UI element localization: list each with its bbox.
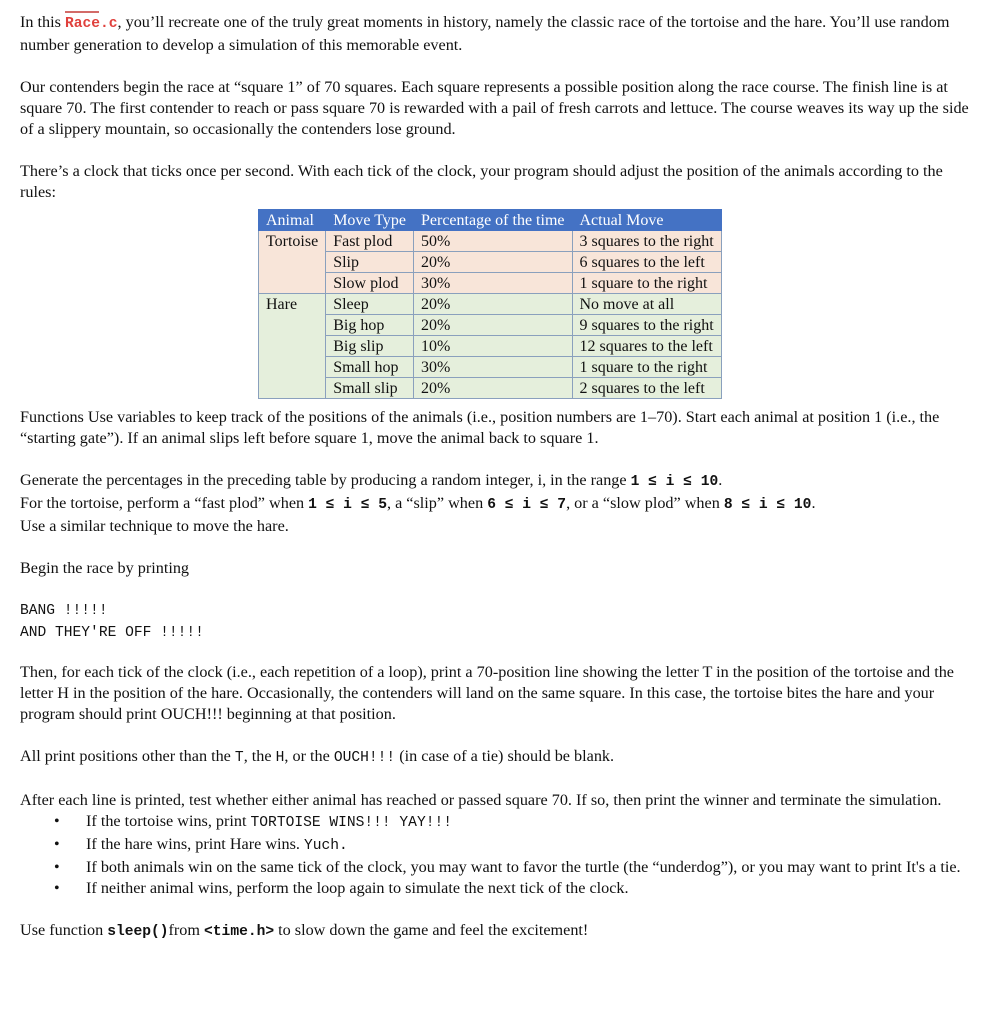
intro-paragraph xyxy=(20,12,973,56)
table-row xyxy=(259,252,722,273)
intro-text-start: In this xyxy=(20,13,65,31)
generate-text: Use a similar technique to move the hare. xyxy=(20,517,289,535)
table-row xyxy=(259,336,722,357)
bullet-text: If the hare wins, print Hare wins. xyxy=(86,835,305,853)
fast-plod-range-code: 1 ≤ i ≤ 5 xyxy=(308,497,387,513)
intro-text-end: , you’ll recreate one of the truly great moments in history, namely the classic race of the tortoise and the hare. You’ll use random number generation to develop a simulation of this memorable event. xyxy=(20,13,950,54)
table-cell: 20% xyxy=(414,315,573,336)
table-cell: Fast plod xyxy=(326,231,414,252)
generate-paragraph xyxy=(20,470,973,537)
table-cell: 9 squares to the right xyxy=(572,315,721,336)
rules-table xyxy=(258,209,722,399)
table-cell: 20% xyxy=(414,294,573,315)
yuch-code: Yuch. xyxy=(304,838,348,854)
table-cell xyxy=(259,252,326,273)
sleep-text: to slow down the game and feel the excitement! xyxy=(274,921,589,939)
tortoise-wins-code: TORTOISE WINS!!! YAY!!! xyxy=(250,815,452,831)
header-percentage: Percentage of the time xyxy=(414,210,573,231)
table-cell xyxy=(259,357,326,378)
clock-paragraph: There’s a clock that ticks once per second. With each tick of the clock, your program should adjust the position of the animals according to the rules: xyxy=(20,162,943,201)
table-row xyxy=(259,315,722,336)
table-row xyxy=(259,231,722,252)
table-cell xyxy=(259,378,326,399)
sleep-text: from xyxy=(168,921,205,939)
functions-paragraph: Functions Use variables to keep track of the positions of the animals (i.e., position numbers are 1–70). Start each animal at position 1 (i.e., the “starting gate”). If an animal slips left before square 1, move the animal back to square 1. xyxy=(20,408,940,447)
table-cell: 1 square to the right xyxy=(572,357,721,378)
table-cell xyxy=(259,273,326,294)
ouch-code: OUCH!!! xyxy=(333,750,396,766)
list-item: • If both animals win on the same tick of the clock, you may want to favor the turtle (the “underdog”), or you may want to print It's a tie. xyxy=(86,857,973,878)
bullet-text: If the tortoise wins, print xyxy=(86,812,251,830)
header-move-type: Move Type xyxy=(326,210,414,231)
table-cell xyxy=(259,315,326,336)
table-row xyxy=(259,294,722,315)
blank-text: , or the xyxy=(284,747,334,765)
after-paragraph: After each line is printed, test whether either animal has reached or passed square 70. If so, then print the winner and terminate the simulation. xyxy=(20,791,942,809)
generate-text: , or a “slow plod” when xyxy=(566,494,724,512)
blank-text: , the xyxy=(243,747,276,765)
table-cell: 30% xyxy=(414,273,573,294)
table-header-row xyxy=(259,210,722,231)
table-row xyxy=(259,378,722,399)
console-line: BANG !!!!! xyxy=(20,603,108,619)
table-cell: 1 square to the right xyxy=(572,273,721,294)
generate-text: . xyxy=(811,494,816,512)
table-cell: Small slip xyxy=(326,378,414,399)
slip-range-code: 6 ≤ i ≤ 7 xyxy=(487,497,567,513)
contenders-paragraph: Our contenders begin the race at “square 1” of 70 squares. Each square represents a possible position along the race course. The finish line is at square 70. The first contender to reach or pass square 70 is rewarded with a pail of fresh carrots and lettuce. The course weaves its way up the side of a slippery mountain, so occasionally the contenders lose ground. xyxy=(20,78,969,138)
list-item xyxy=(86,811,973,834)
blank-text: (in case of a tie) should be blank. xyxy=(395,747,615,765)
table-cell: 6 squares to the left xyxy=(572,252,721,273)
slow-plod-range-code: 8 ≤ i ≤ 10 xyxy=(723,497,812,513)
sleep-function-code: sleep() xyxy=(107,924,169,940)
sleep-paragraph xyxy=(20,920,973,943)
table-cell: Small hop xyxy=(326,357,414,378)
blank-paragraph xyxy=(20,746,973,769)
file-name: Race.c xyxy=(64,16,118,32)
list-item: • If neither animal wins, perform the loop again to simulate the next tick of the clock. xyxy=(86,878,973,899)
hare-letter-code: H xyxy=(275,750,285,766)
list-item xyxy=(86,834,973,857)
console-line: AND THEY'RE OFF !!!!! xyxy=(20,625,204,641)
tick-paragraph: Then, for each tick of the clock (i.e., each repetition of a loop), print a 70-position line showing the letter T in the position of the tortoise and the letter H in the position of the hare. Occasionally, the contenders will land on the same square. In this case, the tortoise bites the hare and your program should print OUCH!!! beginning at that position. xyxy=(20,663,954,723)
table-cell xyxy=(259,336,326,357)
table-cell: No move at all xyxy=(572,294,721,315)
generate-text: Generate the percentages in the preceding table by producing a random integer, i, in the range xyxy=(20,471,631,489)
table-cell: Slow plod xyxy=(326,273,414,294)
generate-text: For the tortoise, perform a “fast plod” when xyxy=(20,494,309,512)
generate-text: , a “slip” when xyxy=(386,494,488,512)
result-list xyxy=(20,811,973,899)
header-actual-move: Actual Move xyxy=(572,210,721,231)
table-row xyxy=(259,357,722,378)
table-cell: Big hop xyxy=(326,315,414,336)
table-cell: 50% xyxy=(414,231,573,252)
table-cell: Hare xyxy=(259,294,326,315)
table-cell: 3 squares to the right xyxy=(572,231,721,252)
console-output xyxy=(20,600,973,644)
table-cell: 30% xyxy=(414,357,573,378)
table-cell: 20% xyxy=(414,378,573,399)
table-cell: Tortoise xyxy=(259,231,326,252)
table-cell: 12 squares to the left xyxy=(572,336,721,357)
table-cell: 20% xyxy=(414,252,573,273)
range-code: 1 ≤ i ≤ 10 xyxy=(630,474,719,490)
begin-paragraph: Begin the race by printing xyxy=(20,559,190,577)
header-animal: Animal xyxy=(259,210,326,231)
table-cell: 10% xyxy=(414,336,573,357)
time-header-code: <time.h> xyxy=(204,924,275,940)
generate-text: . xyxy=(718,471,723,489)
blank-text: All print positions other than the xyxy=(20,747,235,765)
tortoise-letter-code: T xyxy=(234,750,244,766)
table-cell: Big slip xyxy=(326,336,414,357)
table-cell: Slip xyxy=(326,252,414,273)
table-cell: 2 squares to the left xyxy=(572,378,721,399)
sleep-text: Use function xyxy=(20,921,108,939)
table-row xyxy=(259,273,722,294)
table-cell: Sleep xyxy=(326,294,414,315)
